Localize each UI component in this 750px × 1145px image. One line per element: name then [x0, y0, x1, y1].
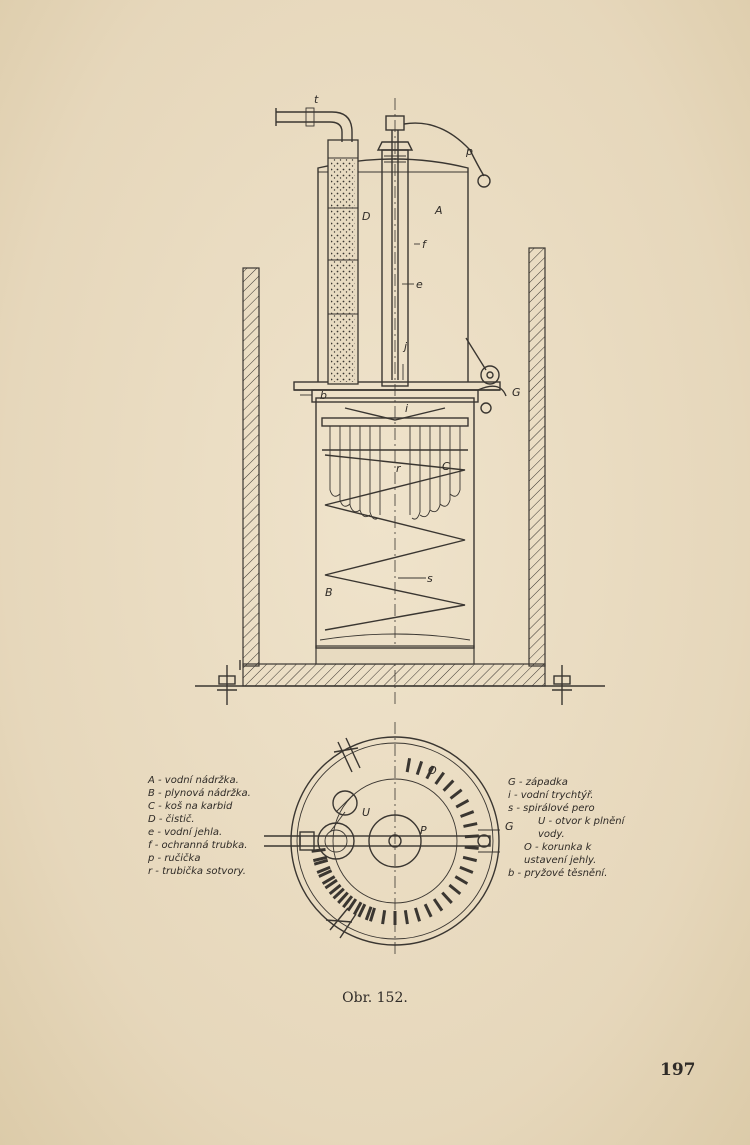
crown-tooth — [463, 857, 477, 860]
legend-item: ustavení jehly. — [524, 855, 597, 866]
legend-item: A - vodní nádržka. — [148, 775, 239, 786]
label-i: i — [405, 402, 409, 415]
legend-item: G - západka — [508, 777, 568, 788]
label-j: j — [404, 340, 408, 353]
label-b: b — [320, 389, 327, 402]
crown-tooth — [455, 877, 467, 884]
crown-tooth — [383, 910, 385, 924]
base-plate — [243, 664, 545, 686]
plan-view — [264, 722, 514, 955]
crown-tooth — [405, 910, 407, 924]
legend-left — [148, 774, 251, 878]
legend-item: f - ochranná trubka. — [148, 840, 248, 851]
legend-item: vody. — [538, 829, 565, 840]
elevation-view — [195, 93, 605, 705]
crown-tooth — [425, 904, 431, 917]
legend-item: O - korunka k — [524, 842, 592, 853]
label-o: O — [428, 764, 437, 777]
label-e: e — [416, 278, 423, 291]
crown-tooth — [434, 899, 442, 911]
legend-item: C - koš na karbid — [148, 801, 233, 812]
label-B: B — [325, 586, 333, 599]
label-G: G — [512, 386, 521, 399]
legend-item: i - vodní trychtýř. — [508, 790, 594, 801]
page-number: 197 — [660, 1060, 696, 1080]
crown-tooth — [449, 885, 460, 894]
crown-tooth — [463, 824, 477, 827]
crown-tooth — [436, 773, 444, 784]
label-f: f — [422, 238, 426, 251]
figure-caption: Obr. 152. — [342, 990, 408, 1006]
label-A: A — [435, 204, 443, 217]
label-C: C — [442, 460, 450, 473]
label-g-plan: G — [505, 820, 514, 833]
crown-tooth — [465, 847, 479, 848]
label-p: p — [466, 145, 473, 158]
legend-item: r - trubička sotvory. — [148, 866, 246, 877]
legend-item: U - otvor k plnění — [538, 816, 625, 827]
crown-tooth — [456, 800, 468, 807]
crown-tooth — [415, 908, 419, 921]
legend-item: s - spirálové pero — [508, 803, 595, 814]
crown-tooth — [417, 761, 421, 774]
label-s: s — [427, 572, 433, 585]
legend-item: b - pryžové těsnění. — [508, 868, 608, 879]
crown-tooth — [444, 781, 454, 791]
crown-tooth — [451, 790, 462, 799]
left-bolt — [217, 660, 240, 705]
right-wall — [529, 248, 545, 666]
right-bolt — [552, 665, 572, 705]
legend-item: e - vodní jehla. — [148, 827, 223, 838]
label-t: t — [314, 93, 319, 106]
label-r: r — [396, 462, 401, 475]
label-p-plan: P — [420, 824, 427, 837]
crown-tooth — [461, 812, 474, 817]
legend-right — [508, 776, 624, 880]
crown-tooth — [407, 758, 409, 772]
left-wall — [243, 268, 259, 666]
legend-item: D - čistič. — [148, 814, 195, 825]
label-D: D — [362, 210, 371, 223]
crown-tooth — [460, 867, 473, 872]
legend-item: p - ručička — [148, 853, 201, 864]
legend-item: B - plynová nádržka. — [148, 788, 251, 799]
crown-tooth — [442, 893, 451, 903]
label-u: U — [362, 806, 371, 819]
